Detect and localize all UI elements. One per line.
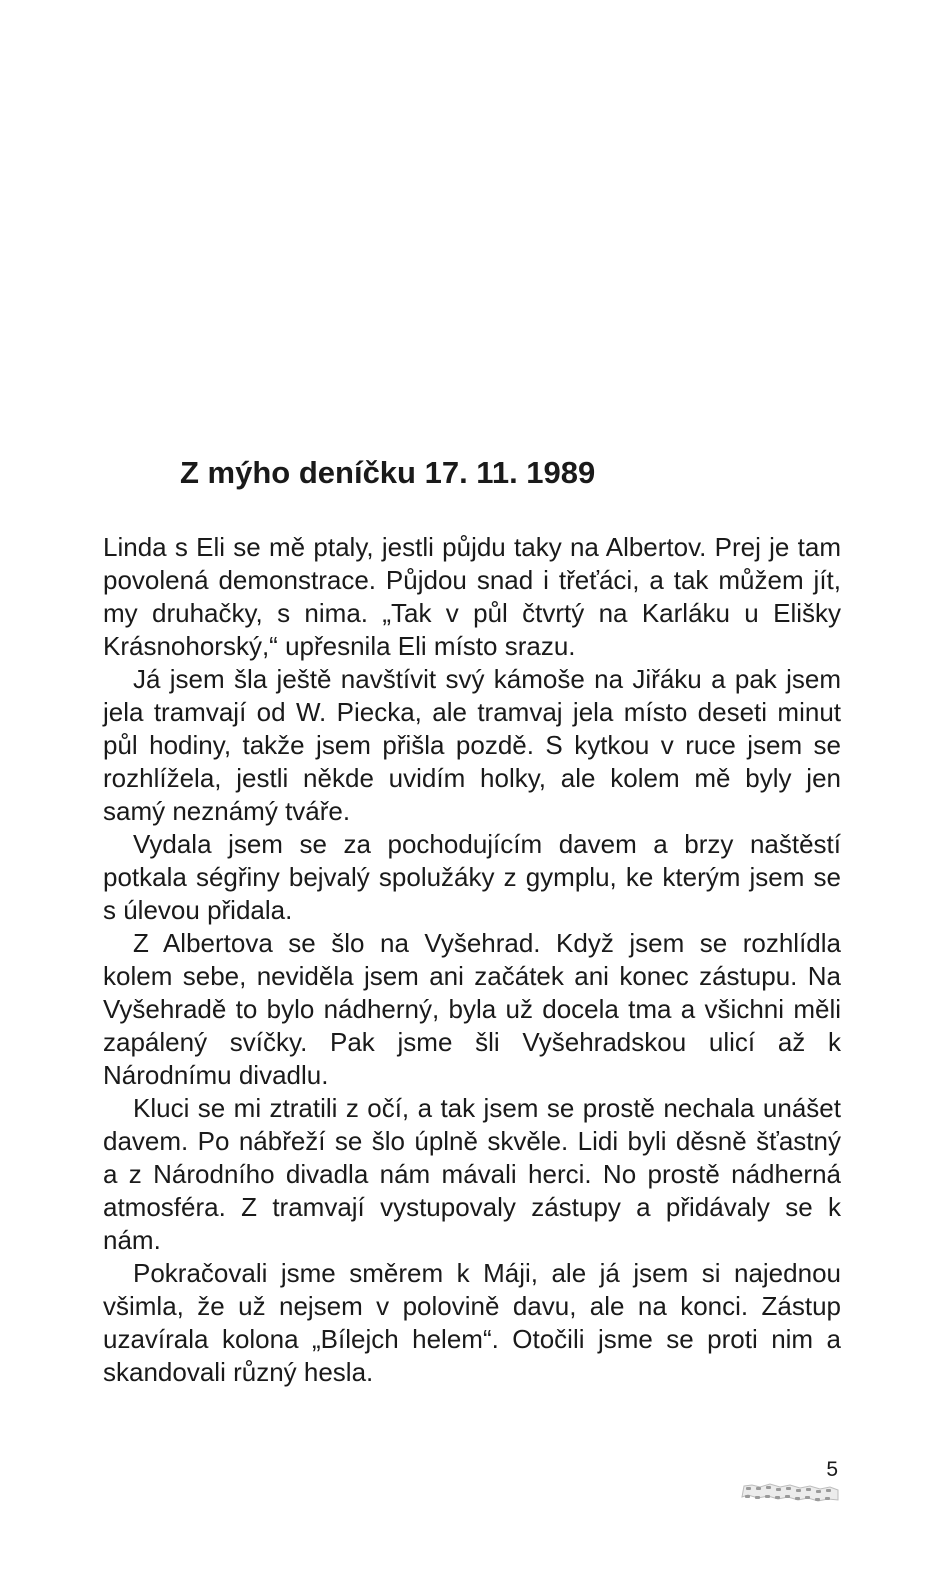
chapter-title: Z mýho deníčku 17. 11. 1989 bbox=[180, 455, 596, 490]
paragraph: Vydala jsem se za pochodujícím davem a brzy naštěstí potkala ségřiny bejvalý spolužáky z gymplu, ke kterým jsem se s úlevou přidala. bbox=[103, 829, 841, 925]
paragraph: Z Albertova se šlo na Vyšehrad. Když jsem se rozhlídla kolem sebe, neviděla jsem ani začátek ani konec zástupu. Na Vyšehradě to bylo nádherný, byla už docela tma a všichni měli zapálený svíčky. Pak jsme šli Vyšehradskou ulicí až k Národnímu divadlu. bbox=[103, 928, 841, 1090]
page-folio bbox=[740, 1458, 840, 1504]
chapter-body bbox=[103, 531, 841, 1389]
paragraph: Já jsem šla ještě navštívit svý kámoše na Jiřáku a pak jsem jela tramvají od W. Piecka, ale tramvaj jela místo deseti minut půl hodiny, takže jsem přišla pozdě. S kytkou v ruce jsem se rozhlížela, jestli někde uvidím holky, ale kolem mě byly jen samý neznámý tváře. bbox=[103, 664, 841, 826]
paragraph: Linda s Eli se mě ptaly, jestli půjdu taky na Albertov. Prej je tam povolená demonstrace. Půjdou snad i třeťáci, a tak můžem jít, my druhačky, s nima. „Tak v půl čtvrtý na Karláku u Elišky Krásnohorský,“ upřesnila Eli místo srazu. bbox=[103, 532, 841, 661]
paragraph: Pokračovali jsme směrem k Máji, ale já jsem si najednou všimla, že už nejsem v polovině davu, ale na konci. Zástup uzavírala kolona „Bílejch helem“. Otočili jsme se proti nim a skandovali různý hesla. bbox=[103, 1258, 841, 1387]
page-number: 5 bbox=[826, 1458, 838, 1481]
film-strip-ornament-icon bbox=[740, 1478, 840, 1504]
paragraph: Kluci se mi ztratili z očí, a tak jsem se prostě nechala unášet davem. Po nábřeží se šlo úplně skvěle. Lidi byli děsně šťastný a z Národního divadla nám mávali herci. No prostě nádherná atmosféra. Z tramvají vystupovaly zástupy a přidávaly se k nám. bbox=[103, 1093, 841, 1255]
